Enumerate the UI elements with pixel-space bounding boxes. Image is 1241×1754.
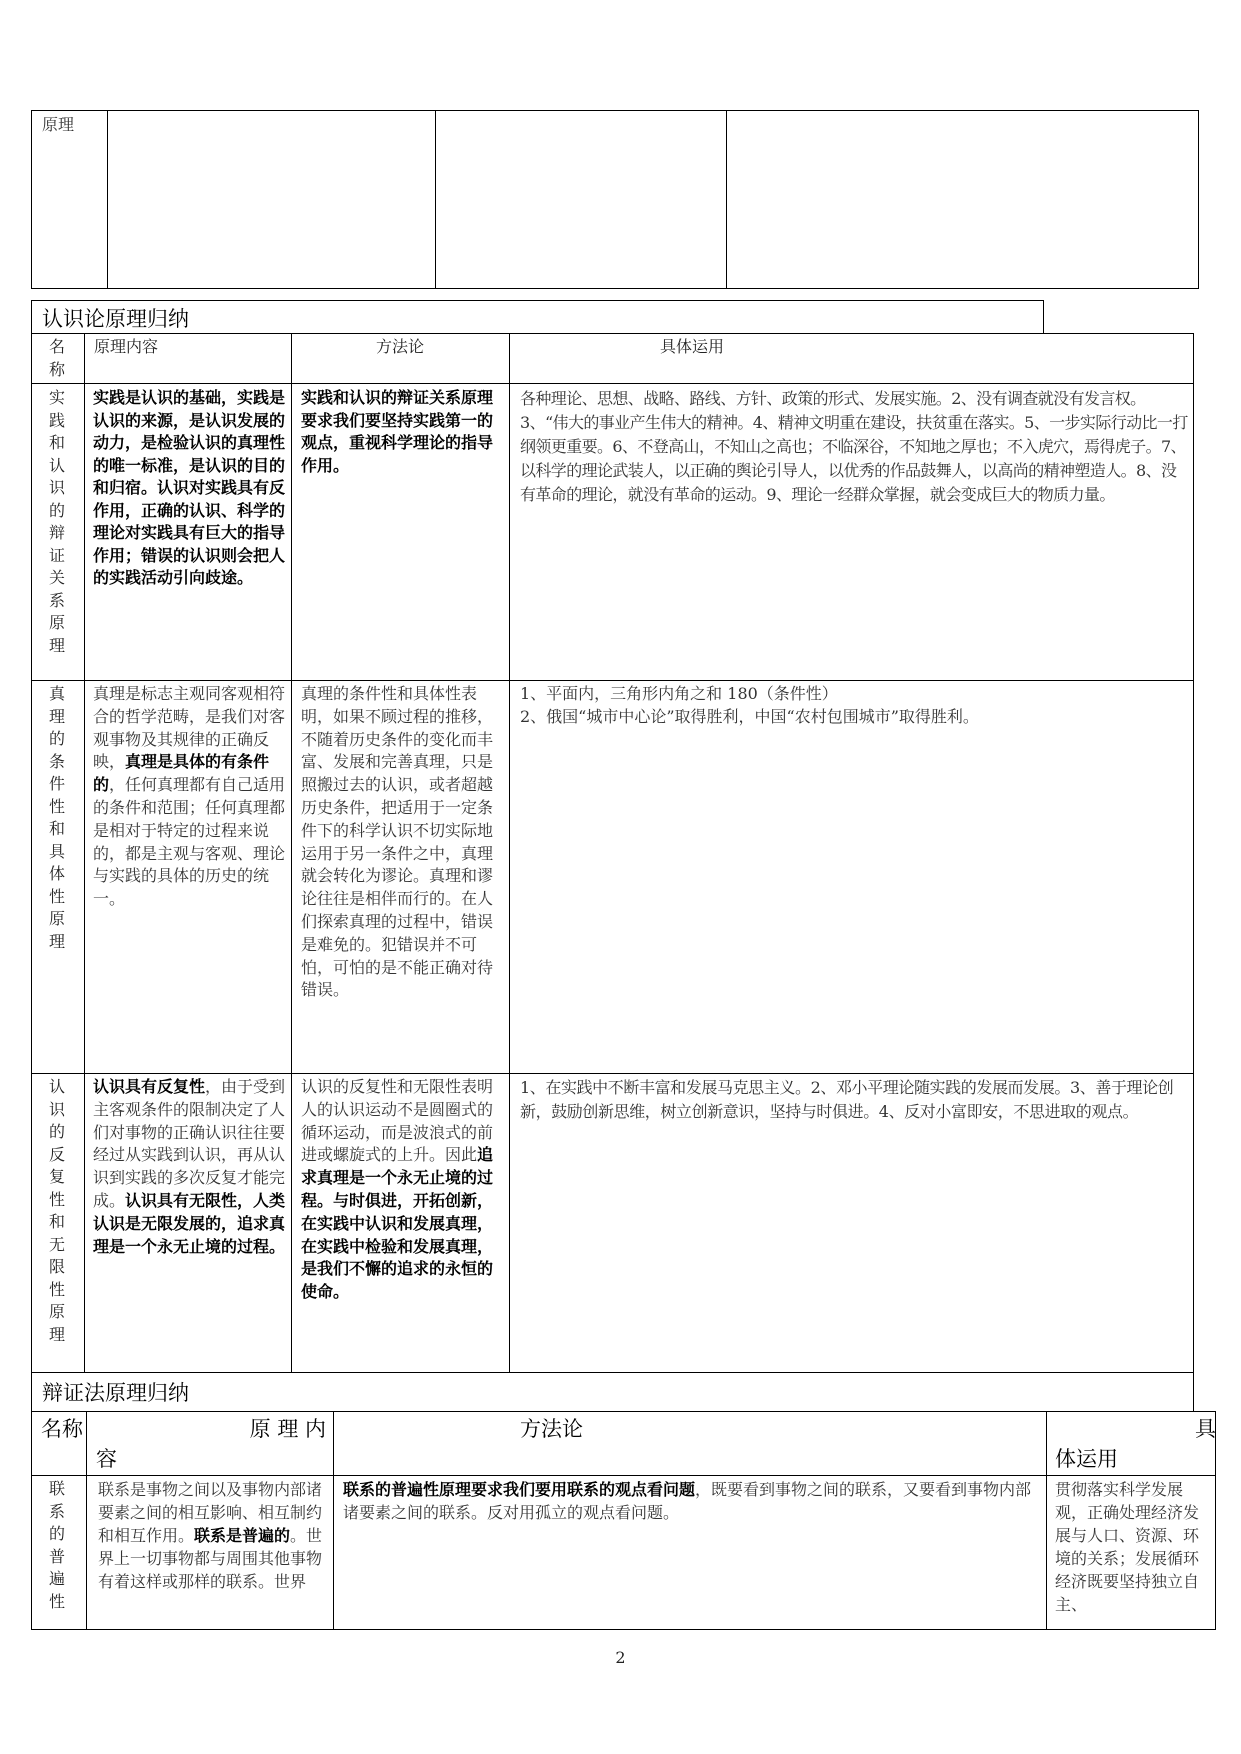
s1-row-divider-1 <box>31 383 1194 384</box>
s1-row2-content <box>93 683 286 911</box>
s1-row3-method <box>301 1076 503 1304</box>
s2-row-content <box>98 1478 328 1593</box>
s2-row-content-b: 联系是普遍的 <box>194 1526 291 1545</box>
s1-row2-usage-line1: 1、平面内，三角形内角之和 180（条件性） <box>520 684 838 703</box>
s2-header-usage-1: 具 <box>1195 1417 1216 1441</box>
s1-row1-content: 实践是认识的基础，实践是认识的来源，是认识发展的动力，是检验认识的真理性的唯一标准，是认识的目的和归宿。认识对实践具有反作用，正确的认识、科学的理论对实践具有巨大的指导作用；错误的认识则会把人的实践活动引向歧途。 <box>93 388 286 587</box>
s1-row2-content-b: 真理是具体的有条件的 <box>93 752 270 795</box>
s1-row1-name: 实践和认识的辩证关系原理 <box>48 388 65 655</box>
s1-row3-usage: 1、在实践中不断丰富和发展马克思主义。2、邓小平理论随实践的发展而发展。3、善于理论创新，鼓励创新思维，树立创新意识，坚持与时俱进。4、反对小富即安，不思进取的观点。 <box>520 1078 1174 1121</box>
s2-col-divider-1 <box>86 1411 87 1630</box>
top-table <box>31 110 1199 289</box>
s2-header-name: 名称 <box>41 1417 83 1441</box>
s1-row1-usage: 各种理论、思想、战略、路线、方针、政策的形式、发展实施。2、没有调查就没有发言权。3、“伟大的事业产生伟大的精神。4、精神文明重在建设，扶贫重在落实。5、一步实际行动比一打纲领更重要。6、不登高山，不知山之高也；不临深谷，不知地之厚也；不入虎穴，焉得虎子。7、以科学的理论武装人，以正确的舆论引导人，以优秀的作品鼓舞人，以高尚的精神塑造人。8、没有革命的理论，就没有革命的运动。9、理论一经群众掌握，就会变成巨大的物质力量。 <box>520 389 1188 504</box>
s2-col-divider-2 <box>333 1411 334 1630</box>
s1-row2-usage-line2: 2、俄国“城市中心论”取得胜利，中国“农村包围城市”取得胜利。 <box>520 707 979 726</box>
s1-row2-content-c: ，任何真理都有自己适用的条件和范围；任何真理都是相对于特定的过程来说的，都是主观与客观、理论与实践的具体的历史的统一。 <box>93 775 286 909</box>
s1-row2-method: 真理的条件性和具体性表明，如果不顾过程的推移，不随着历史条件的变化而丰富、发展和完善真理，只是照搬过去的认识，或者超越历史条件，把适用于一定条件下的科学认识不切实际地运用于另一条件之中，真理就会转化为谬论。真理和谬论往往是相伴而行的。在人们探索真理的过程中，错误是难免的。犯错误并不可怕，可怕的是不能正确对待错误。 <box>301 684 494 1000</box>
s1-col-divider-3 <box>509 333 510 1373</box>
s1-row2-name: 真理的条件性和具体性原理 <box>48 684 65 951</box>
top-table-divider-2 <box>435 110 436 289</box>
s1-row1-method: 实践和认识的辩证关系原理要求我们要坚持实践第一的观点，重视科学理论的指导作用。 <box>301 388 494 475</box>
s2-row-method <box>343 1478 1043 1524</box>
s2-row-method-a: 联系的普遍性原理要求我们要用联系的观点看问题 <box>343 1480 696 1499</box>
section2-title-box <box>31 1373 1194 1411</box>
s2-row-divider-1 <box>31 1475 1216 1476</box>
s1-header-method: 方法论 <box>375 337 424 356</box>
page-number: 2 <box>615 1648 626 1667</box>
s2-row-content-c: 。世界上一切事物都与周围其他事物有着这样或那样的联系。世界 <box>98 1526 323 1591</box>
s1-row-divider-3 <box>31 1073 1194 1074</box>
s1-header-content: 原理内容 <box>94 337 159 356</box>
s2-row-method-b: ，既要看到事物之间的联系，又要看到事物内部诸要素之间的联系。反对用孤立的观点看问题。 <box>343 1480 1032 1522</box>
s1-row3-content-a: 认识具有反复性 <box>93 1077 206 1096</box>
s1-row3-method-a: 认识的反复性和无限性表明人的认识运动不是圆圈式的循环运动，而是波浪式的前进或螺旋式的上升。因此 <box>301 1077 494 1165</box>
s1-row3-method-b: 追求真理是一个永无止境的过程。与时俱进，开拓创新，在实践中认识和发展真理，在实践中检验和发展真理，是我们不懈的追求的永恒的使命。 <box>301 1145 494 1302</box>
s2-header-method: 方法论 <box>520 1417 583 1441</box>
s1-header-name: 名称 <box>48 337 65 379</box>
s2-row-name: 联系的普遍性 <box>48 1479 65 1611</box>
s1-header-usage: 具体运用 <box>660 337 725 356</box>
top-table-divider-1 <box>107 110 108 289</box>
s2-header-content-2: 容 <box>96 1447 117 1471</box>
s2-header-usage-2: 体运用 <box>1055 1447 1118 1471</box>
s1-row3-name: 认识的反复性和无限性原理 <box>48 1077 65 1344</box>
s2-row-content-a: 联系是事物之间以及事物内部诸要素之间的相互影响、相互制约和相互作用。 <box>98 1480 323 1545</box>
s2-col-divider-3 <box>1046 1411 1047 1630</box>
s2-header-content-1: 原 理 内 <box>249 1417 326 1441</box>
top-table-divider-3 <box>726 110 727 289</box>
s1-col-divider-2 <box>291 333 292 1373</box>
s1-row3-content-c: 认识具有无限性，人类认识是无限发展的，追求真理是一个永无止境的过程。 <box>93 1190 286 1256</box>
s1-row-divider-2 <box>31 680 1194 681</box>
s2-row-usage: 贯彻落实科学发展观，正确处理经济发展与人口、资源、环境的关系；发展循环经济既要坚持独立自主、 <box>1055 1480 1200 1614</box>
section1-title: 认识论原理归纳 <box>42 307 189 331</box>
s1-row3-content <box>93 1076 286 1258</box>
top-table-first-cell: 原理 <box>42 115 75 134</box>
s1-row2-content-a: 真理是标志主观同客观相符合的哲学范畴，是我们对客观事物及其规律的正确反映， <box>93 684 286 772</box>
s1-row3-content-b: ，由于受到主客观条件的限制决定了人们对事物的正确认识往往要经过从实践到认识，再从认识到实践的多次反复才能完成。 <box>93 1077 286 1210</box>
section2-title: 辩证法原理归纳 <box>42 1381 189 1405</box>
s1-col-divider-1 <box>84 333 85 1373</box>
